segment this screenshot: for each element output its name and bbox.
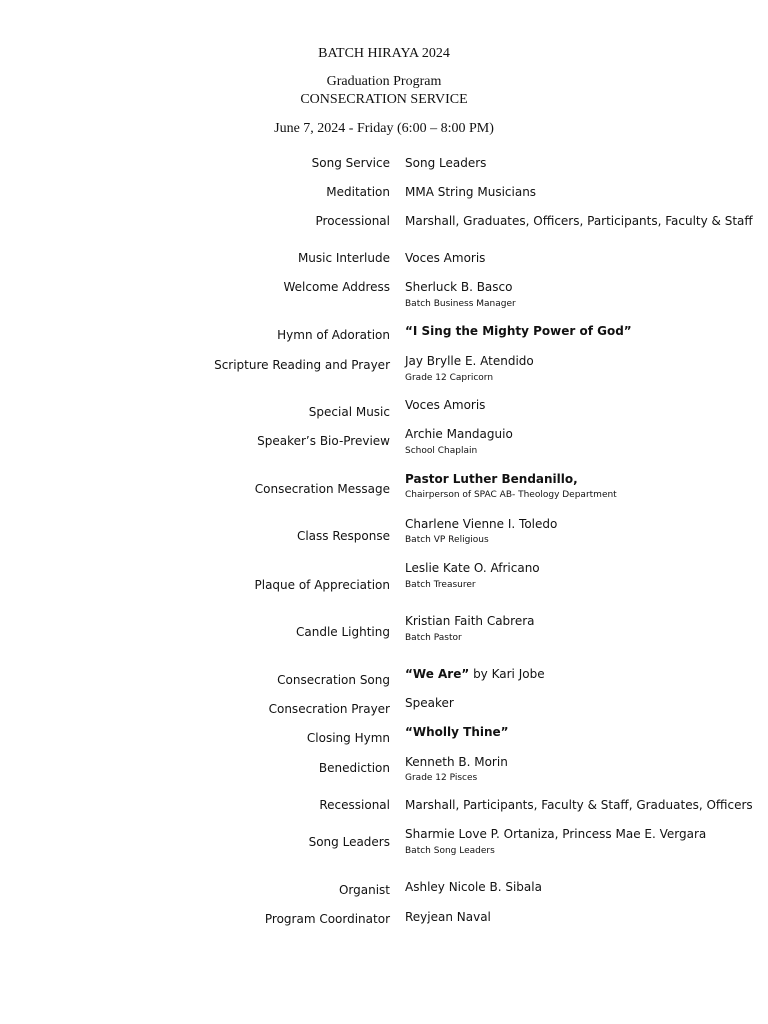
program-label: Processional [315,214,390,228]
program-value: Charlene Vienne I. Toledo [405,517,558,531]
program-label: Welcome Address [283,280,390,294]
program-subtitle: Batch Pastor [405,633,462,643]
program-value: Jay Brylle E. Atendido [405,354,534,368]
program-label: Consecration Song [277,673,390,687]
program-value [405,725,509,740]
song-title: “We Are” [405,667,470,681]
program-value [405,472,578,487]
program-subtitle: School Chaplain [405,446,478,456]
program-subtitle: Grade 12 Pisces [405,773,478,783]
program-value: MMA String Musicians [405,185,537,199]
program-label: Candle Lighting [296,625,390,639]
program-label: Class Response [296,529,390,543]
program-value: Voces Amoris [405,398,486,412]
program-value: Voces Amoris [405,251,486,265]
program-label: Closing Hymn [306,731,390,745]
program-title: Graduation Program [326,74,442,89]
batch-title: BATCH HIRAYA 2024 [318,46,450,61]
program-value: Reyjean Naval [405,910,491,924]
hymn-title: “Wholly Thine” [405,725,509,739]
program-value: Ashley Nicole B. Sibala [405,880,542,894]
program-label: Speaker’s Bio-Preview [257,434,390,448]
song-artist: by Kari Jobe [469,667,545,681]
speaker-name: Pastor Luther Bendanillo, [405,472,578,486]
program-label: Song Service [311,156,390,170]
program-value: Kristian Faith Cabrera [405,614,535,628]
program-value: Marshall, Participants, Faculty & Staff, Graduates, Officers [405,798,753,812]
program-value: Archie Mandaguio [405,427,513,441]
program-subtitle: Batch Treasurer [405,580,476,590]
program-value: Kenneth B. Morin [405,755,508,769]
program-value [405,667,545,682]
program-subtitle: Batch Business Manager [405,299,516,309]
program-label: Hymn of Adoration [277,328,390,342]
hymn-title: “I Sing the Mighty Power of God” [405,324,632,338]
program-label: Meditation [326,185,390,199]
program-label: Plaque of Appreciation [254,578,390,592]
program-value: Marshall, Graduates, Officers, Participants, Faculty & Staff [405,214,753,228]
program-value [405,324,632,339]
program-label: Special Music [308,405,390,419]
program-label: Recessional [319,798,390,812]
program-subtitle: Chairperson of SPAC AB- Theology Department [405,490,617,500]
service-title: CONSECRATION SERVICE [300,92,468,107]
service-date: June 7, 2024 - Friday (6:00 – 8:00 PM) [274,121,494,136]
program-label: Scripture Reading and Prayer [214,358,390,372]
program-label: Consecration Prayer [268,702,390,716]
program-label: Consecration Message [254,482,390,496]
program-subtitle: Batch Song Leaders [405,846,495,856]
program-value: Speaker [405,696,454,710]
program-label: Organist [338,883,390,897]
program-value: Song Leaders [405,156,487,170]
program-value: Leslie Kate O. Africano [405,561,540,575]
program-label: Music Interlude [297,251,390,265]
program-subtitle: Batch VP Religious [405,535,489,545]
program-label: Song Leaders [308,835,390,849]
program-value: Sherluck B. Basco [405,280,513,294]
program-value: Sharmie Love P. Ortaniza, Princess Mae E. Vergara [405,827,707,841]
program-subtitle: Grade 12 Capricorn [405,373,494,383]
program-label: Program Coordinator [264,912,390,926]
program-label: Benediction [318,761,390,775]
